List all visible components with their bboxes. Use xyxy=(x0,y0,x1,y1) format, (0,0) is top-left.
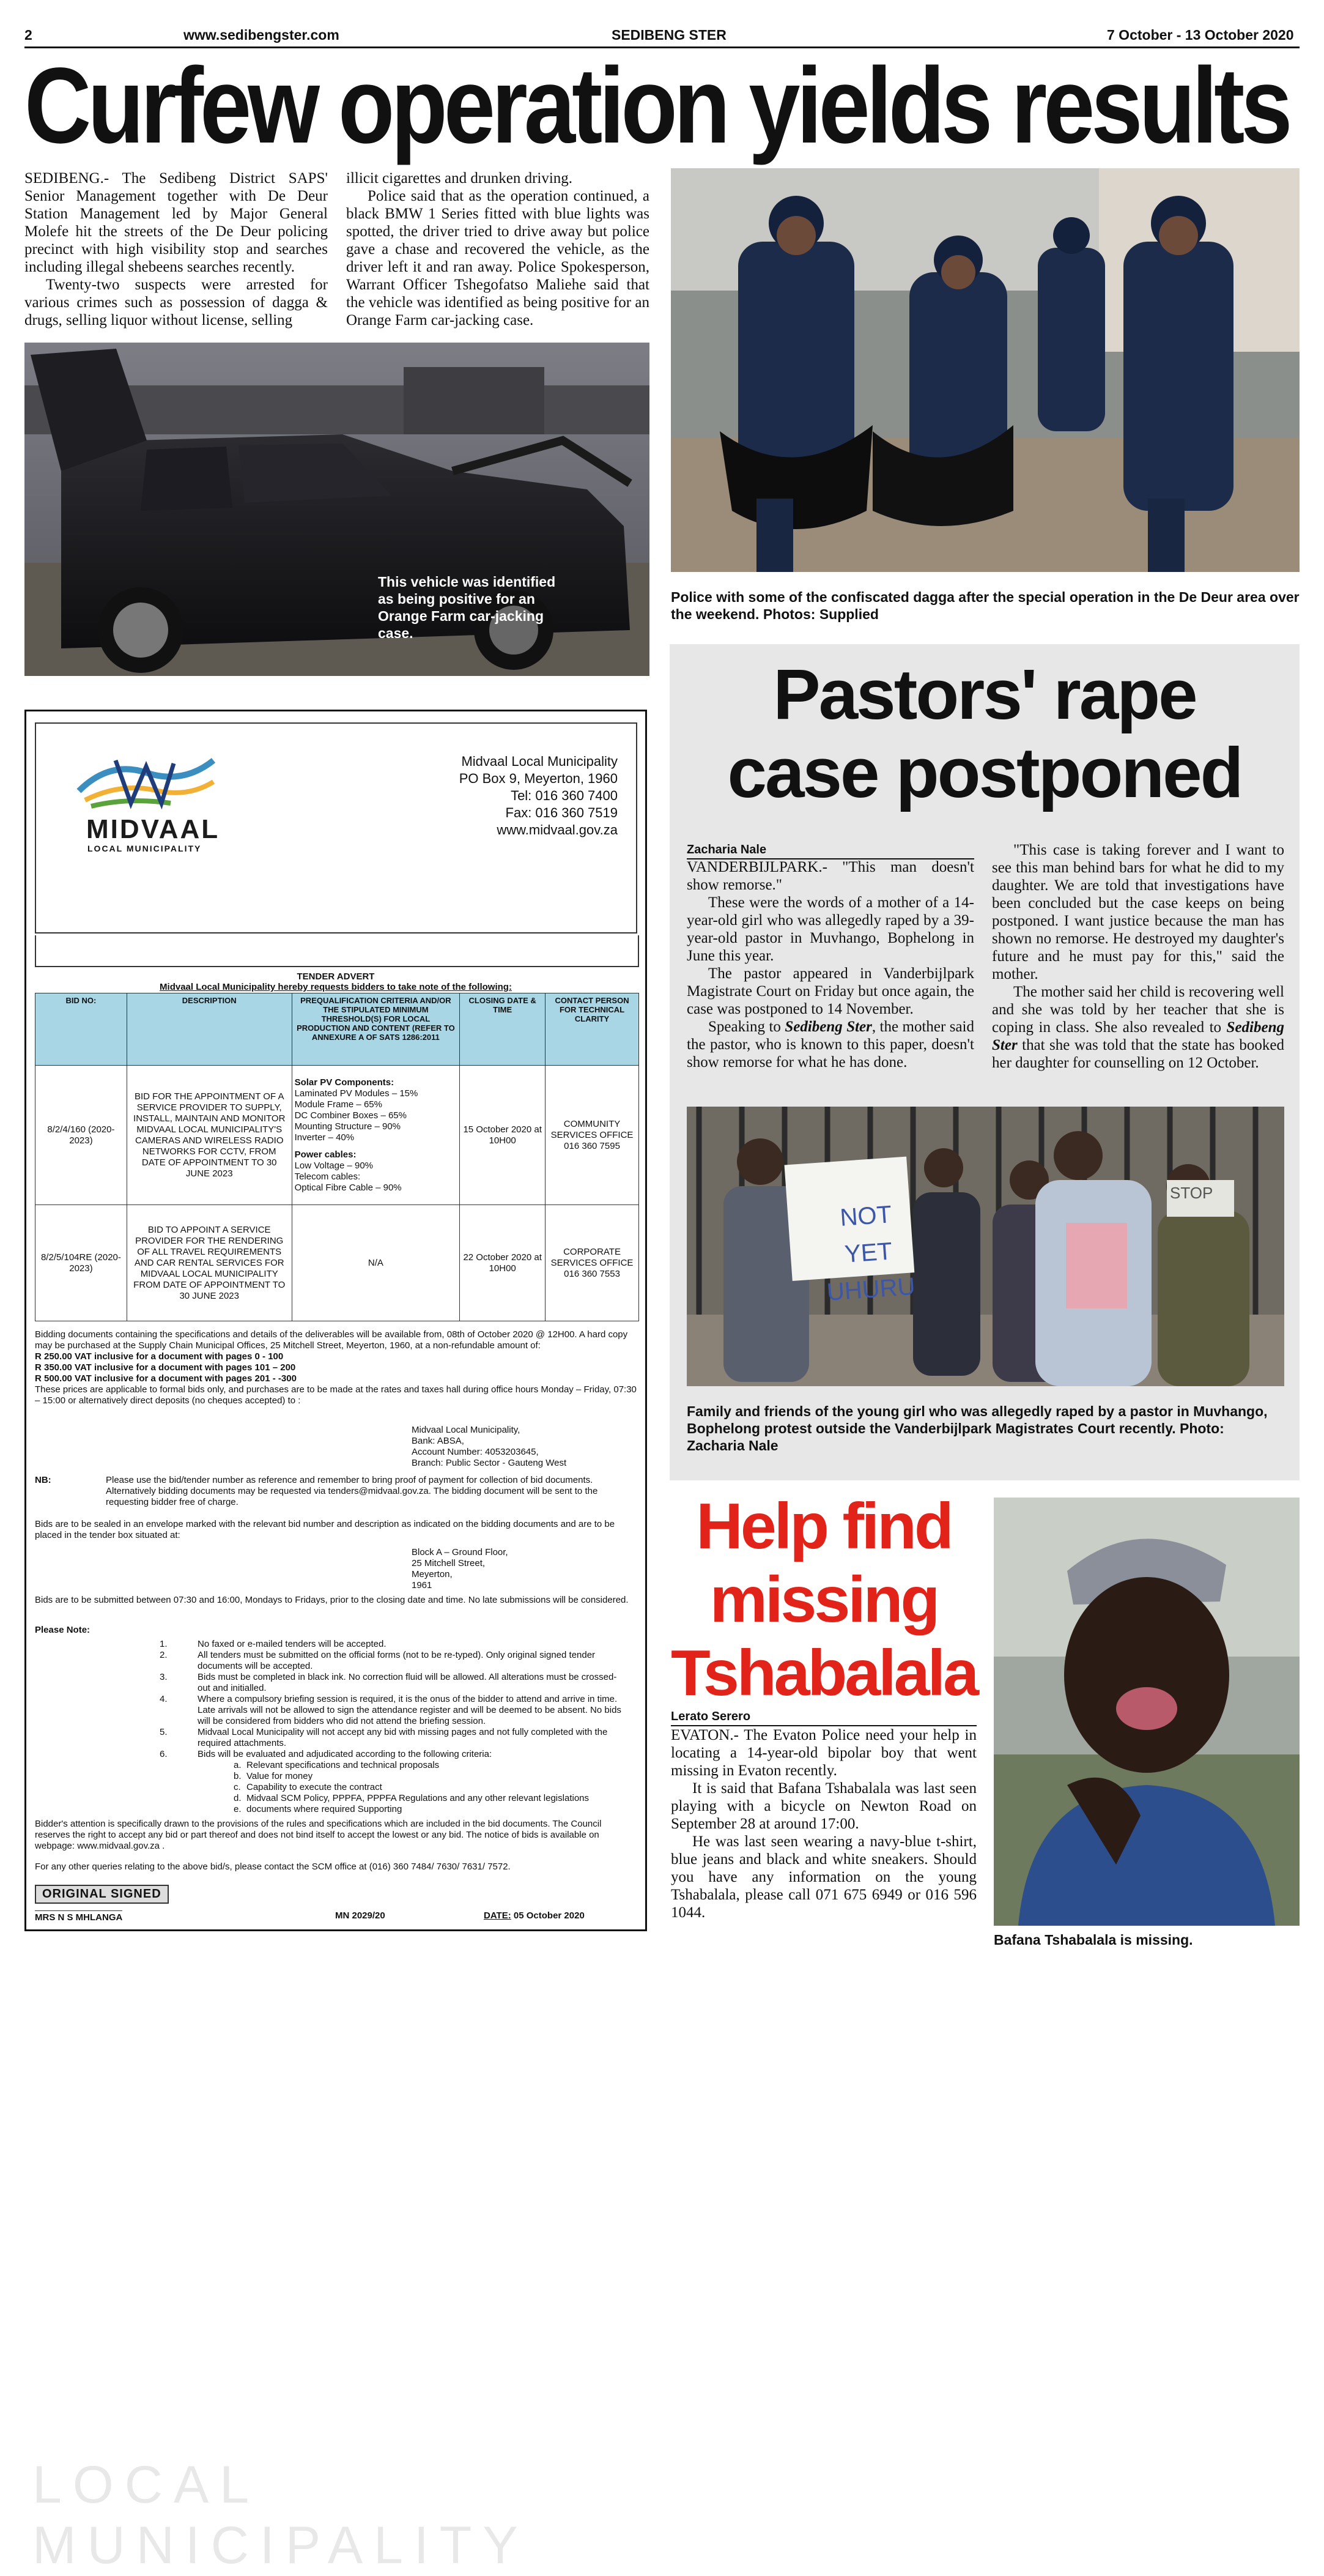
sealed-bids-text: Bids are to be sealed in an envelope marked with the relevant bid number and description as indicated on the bidding documents and are to be placed in the tender box situated at: xyxy=(35,1519,615,1540)
text-run: that she was told that the state has booked her daughter for counselling on 12 October. xyxy=(992,1037,1284,1071)
bank-line: Branch: Public Sector - Gauteng West xyxy=(412,1458,567,1468)
bid-number: 8/2/5/104RE (2020-2023) xyxy=(35,1205,127,1321)
original-signed-stamp: ORIGINAL SIGNED xyxy=(35,1885,169,1904)
note-number: 2. xyxy=(160,1650,168,1660)
solar-heading: Solar PV Components: xyxy=(294,1077,394,1088)
docs-text: Bidding documents containing the specifications and details of the deliverables will be available from, 08th of October 2020 @ 12H00. A hard copy may be purchased at the Supply Chain Municipal Offices, 25 Mitchell Street, Meyerton, 1960, at a non-refundable amount of: xyxy=(35,1329,628,1351)
paragraph: Police said that as the operation continued, a black BMW 1 Series fitted with blue lights was spotted, the driver tried to drive away but police gave a chase and recovered the vehicle, as the driver left it and ran away. Police Spokesperson, Warrant Officer Tshegofatso Maliehe said that the vehicle was identified as being positive for an Orange Farm car-jacking case. xyxy=(346,188,649,328)
contact-person: CORPORATE SERVICES OFFICE 016 360 7553 xyxy=(546,1205,639,1321)
headline-line: case postponed xyxy=(727,733,1242,812)
police-photo xyxy=(671,168,1300,572)
list-item xyxy=(35,1694,637,1727)
list-item: Module Frame – 65% xyxy=(294,1099,382,1110)
criterion-letter: e. xyxy=(234,1804,242,1814)
headline-line: Help find xyxy=(696,1490,952,1562)
queries-text: For any other queries relating to the above bid/s, please contact the SCM office at (016) 360 7484/ 7630/ 7631/ 7572. xyxy=(35,1861,511,1872)
list-item xyxy=(35,1672,637,1694)
lead-headline: Curfew operation yields results xyxy=(24,46,1289,166)
missing-story-text xyxy=(671,1726,977,1921)
municipality-header-box xyxy=(35,722,637,934)
please-note-label: Please Note: xyxy=(35,1625,91,1635)
paper-name: SEDIBENG STER xyxy=(612,27,727,43)
table-header-row xyxy=(35,993,639,1066)
bank-details xyxy=(412,1425,566,1469)
pastors-headline xyxy=(670,655,1300,812)
advert-date xyxy=(484,1910,585,1921)
header-closing: CLOSING DATE & TIME xyxy=(460,993,546,1066)
address-line: 25 Mitchell Street, xyxy=(412,1558,486,1568)
paper-name-emphasis: Sedibeng Ster xyxy=(992,1019,1284,1053)
lead-story-column-2 xyxy=(346,169,649,329)
criterion-text: Value for money xyxy=(246,1771,313,1781)
note-text: Bids must be completed in black ink. No correction fluid will be allowed. All alterations must be crossed-out and initialled. xyxy=(198,1672,617,1693)
notes-list xyxy=(35,1639,637,1815)
note-text: Bids will be evaluated and adjudicated according to the following criteria: xyxy=(198,1749,492,1759)
nb-notes xyxy=(106,1475,637,1508)
headline-line: Tshabalala xyxy=(671,1637,977,1709)
tender-box-address xyxy=(412,1547,508,1591)
lead-story-column-1 xyxy=(24,169,328,329)
pastors-story-box xyxy=(670,644,1300,1480)
closing-date: 15 October 2020 at 10H00 xyxy=(460,1066,546,1205)
protest-photo xyxy=(687,1107,1284,1386)
signatory: MRS N S MHLANGA xyxy=(35,1910,122,1923)
watermark-sub: LOCAL MUNICIPALITY xyxy=(32,2455,529,2575)
list-item xyxy=(35,1727,637,1749)
criterion-letter: a. xyxy=(234,1760,242,1770)
criterion-letter: c. xyxy=(234,1782,241,1792)
attention-text: Bidder's attention is specifically drawn to the provisions of the rules and specifications which are included in the bid documents. The Council reserves the right to accept any bid or part thereof and does not bind itself to accept the lowest or any bid. The notice of bids is available on webpage: www.midvaal.gov.za . xyxy=(35,1819,602,1851)
list-item: Low Voltage – 90% xyxy=(294,1160,373,1171)
table-row xyxy=(35,1205,639,1321)
list-item xyxy=(35,1749,637,1760)
midvaal-logo-icon xyxy=(73,748,220,815)
text-run: Speaking to xyxy=(708,1019,785,1035)
list-item xyxy=(35,1782,637,1793)
paragraph: The pastor appeared in Vanderbijlpark Magistrate Court on Friday but once again, the case was postponed to 14 November. xyxy=(687,965,974,1017)
bid-description: BID FOR THE APPOINTMENT OF A SERVICE PROVIDER TO SUPPLY, INSTALL, MAINTAIN AND MONITOR MIDVAAL LOCAL MUNICIPALITY'S CAMERAS AND WIRELESS RADIO NETWORKS FOR CCTV, FROM DATE OF APPOINTMENT TO 30 JUNE 2023 xyxy=(127,1066,292,1205)
list-item xyxy=(35,1760,637,1771)
note-text: No faxed or e-mailed tenders will be accepted. xyxy=(198,1639,386,1649)
header-contact: CONTACT PERSON FOR TECHNICAL CLARITY xyxy=(546,993,639,1066)
criterion-letter: d. xyxy=(234,1793,242,1803)
page-number: 2 xyxy=(24,27,32,43)
header-bid-no: BID NO: xyxy=(35,993,127,1066)
list-item xyxy=(35,1650,637,1672)
paragraph: SEDIBENG.- The Sedibeng District SAPS' Senior Management together with De Deur Station Management led by Major General Molefe hit the streets of the De Deur policing precinct with high visibility stop and searches including illegal shebeens searches recently. xyxy=(24,170,328,275)
paragraph: It is said that Bafana Tshabalala was last seen playing with a bicycle on Newton Road on September 28 at around 17:00. xyxy=(671,1780,977,1832)
list-item: DC Combiner Boxes – 65% xyxy=(294,1110,407,1121)
criterion-text: Capability to execute the contract xyxy=(246,1782,382,1792)
paragraph: "This case is taking forever and I want to see this man behind bars for what he did to my daughter. We are told that investigations have been concluded but the case keeps on being postponed. I want justice because the man has shown no remorse. He destroyed my daughter's future and he must pay for this," said the mother. xyxy=(992,842,1284,982)
municipality-address xyxy=(459,753,618,839)
issue-date: 7 October - 13 October 2020 xyxy=(1107,27,1294,43)
address-line: Block A – Ground Floor, xyxy=(412,1547,508,1557)
criterion-text: documents where required Supporting xyxy=(246,1804,402,1814)
list-item: Mounting Structure – 90% xyxy=(294,1121,401,1132)
header-prequalification: PREQUALIFICATION CRITERIA AND/OR THE STIPULATED MINIMUM THRESHOLD(S) FOR LOCAL PRODUCTION AND CONTENT (REFER TO ANNEXURE A OF SATS 1286:2011 xyxy=(292,993,460,1066)
note-number: 6. xyxy=(160,1749,168,1759)
address-line: Meyerton, xyxy=(412,1569,453,1579)
fax: Fax: 016 360 7519 xyxy=(505,805,618,820)
missing-headline xyxy=(671,1490,977,1710)
closing-date: 22 October 2020 at 10H00 xyxy=(460,1205,546,1321)
list-item: Optical Fibre Cable – 90% xyxy=(294,1182,402,1193)
price-line: R 250.00 VAT inclusive for a document with pages 0 - 100 xyxy=(35,1351,284,1362)
note-number: 3. xyxy=(160,1672,168,1682)
nb-label: NB: xyxy=(35,1475,51,1485)
tender-advert xyxy=(24,710,647,2575)
website-url: www.sedibengster.com xyxy=(183,27,339,43)
criterion-letter: b. xyxy=(234,1771,242,1781)
bank-line: Account Number: 4053203645, xyxy=(412,1447,539,1457)
list-item: Telecom cables: xyxy=(294,1171,361,1182)
prequalification-cell: N/A xyxy=(292,1205,460,1321)
contact-person: COMMUNITY SERVICES OFFICE 016 360 7595 xyxy=(546,1066,639,1205)
protest-photo-caption: Family and friends of the young girl who was allegedly raped by a pastor in Muvhango, Bophelong protest outside the Vanderbijlpark Magistrates Court recently. Photo: Zacharia Nale xyxy=(687,1403,1268,1453)
documents-availability xyxy=(35,1329,637,1406)
submission-times: Bids are to be submitted between 07:30 and 16:00, Mondays to Fridays, prior to the closing date and time. No late submissions will be considered. xyxy=(35,1595,629,1605)
logo-wordmark: MIDVAAL xyxy=(86,814,220,844)
pastors-column-2 xyxy=(992,841,1284,1072)
criterion-text: Midvaal SCM Policy, PPPFA, PPPFA Regulations and any other relevant legislations xyxy=(246,1793,590,1803)
prices-note: These prices are applicable to formal bids only, and purchases are to be made at the rates and taxes hall during office hours Monday – Friday, 07:30 – 15:00 or alternatively direct deposits (no cheques accepted) to : xyxy=(35,1384,637,1406)
sign-text: UHURU xyxy=(826,1272,916,1306)
bank-line: Bank: ABSA, xyxy=(412,1436,464,1446)
note-text: All tenders must be submitted on the official forms (not to be re-typed). Only original signed tender documents will be accepted. xyxy=(198,1650,596,1671)
sign-text: NOT YET xyxy=(839,1201,893,1268)
date-value: 05 October 2020 xyxy=(513,1910,585,1921)
mn-number: MN 2029/20 xyxy=(335,1910,385,1921)
headline-line: missing xyxy=(709,1564,938,1636)
paragraph: EVATON.- The Evaton Police need your help in locating a 14-year-old bipolar boy that went missing in Evaton recently. xyxy=(671,1727,977,1779)
address-line: 1961 xyxy=(412,1580,432,1591)
list-item: Inverter – 40% xyxy=(294,1132,355,1143)
paragraph: VANDERBIJLPARK.- "This man doesn't show remorse." xyxy=(687,859,974,893)
list-item xyxy=(35,1793,637,1804)
logo-subtitle: LOCAL MUNICIPALITY xyxy=(87,844,202,853)
price-line: R 500.00 VAT inclusive for a document with pages 201 - -300 xyxy=(35,1373,297,1384)
paragraph: Twenty-two suspects were arrested for various crimes such as possession of dagga & drugs, selling liquor without license, selling xyxy=(24,277,328,328)
list-item xyxy=(35,1771,637,1782)
note-number: 5. xyxy=(160,1727,168,1737)
tender-table xyxy=(35,993,639,1321)
note-number: 4. xyxy=(160,1694,168,1704)
missing-photo-caption: Bafana Tshabalala is missing. xyxy=(994,1932,1193,1948)
paragraph xyxy=(992,983,1284,1072)
criterion-text: Relevant specifications and technical proposals xyxy=(246,1760,440,1770)
header-description: DESCRIPTION xyxy=(127,993,292,1066)
bank-line: Midvaal Local Municipality, xyxy=(412,1425,520,1435)
nb-line: Alternatively bidding documents may be requested via tenders@midvaal.gov.za. The bidding document will be sent to the requesting bidder free of charge. xyxy=(106,1486,598,1507)
car-photo-caption: This vehicle was identified as being positive for an Orange Farm car-jacking case. xyxy=(378,574,556,641)
note-number: 1. xyxy=(160,1639,168,1649)
date-label: DATE: xyxy=(484,1910,511,1921)
paragraph: These were the words of a mother of a 14-year-old girl who was allegedly raped by a 39-year-old pastor in Muvhango, Bophelong in June this year. xyxy=(687,894,974,964)
protest-sign-2: STOP xyxy=(1170,1184,1213,1202)
list-item xyxy=(35,1804,637,1815)
paper-name-emphasis: Sedibeng Ster xyxy=(785,1019,872,1035)
note-text: Midvaal Local Municipality will not accept any bid with missing pages and not fully completed with the required attachments. xyxy=(198,1727,608,1748)
website: www.midvaal.gov.za xyxy=(497,822,618,837)
table-row xyxy=(35,1066,639,1205)
text-run: The mother said her child is recovering well and she was told by her teacher that she is coping in class. She also revealed to xyxy=(992,984,1284,1036)
municipality-name: Midvaal Local Municipality xyxy=(461,754,618,769)
price-line: R 350.00 VAT inclusive for a document with pages 101 – 200 xyxy=(35,1362,296,1373)
postal-address: PO Box 9, Meyerton, 1960 xyxy=(459,771,618,786)
list-item: Laminated PV Modules – 15% xyxy=(294,1088,418,1099)
pastors-byline: Zacharia Nale xyxy=(687,843,974,859)
text-run: , the mother said the pastor, who is known to this paper, doesn't show remorse for what he has done. xyxy=(687,1019,974,1071)
tender-title: TENDER ADVERT xyxy=(297,971,375,982)
bid-number: 8/2/4/160 (2020-2023) xyxy=(35,1066,127,1205)
paragraph xyxy=(687,1018,974,1071)
missing-byline: Lerato Serero xyxy=(671,1710,977,1726)
header-spacer-box xyxy=(35,935,639,967)
paragraph: illicit cigarettes and drunken driving. xyxy=(346,170,573,187)
headline-line: Pastors' rape xyxy=(773,655,1196,734)
pastors-column-1 xyxy=(687,858,974,1071)
note-text: Where a compulsory briefing session is required, it is the onus of the bidder to attend and arrive in time. Late arrivals will not be allowed to sign the attendance register and will be deemed to be absent. No bids will be considered from bidders who did not attend the briefing session. xyxy=(198,1694,621,1726)
list-item xyxy=(35,1639,637,1650)
power-heading: Power cables: xyxy=(294,1149,357,1160)
paragraph: He was last seen wearing a navy-blue t-shirt, blue jeans and black and white sneakers. Should you have any information on the young Tshabalala, please call 071 675 6949 or 016 596 1044. xyxy=(671,1833,977,1921)
prequalification-cell xyxy=(292,1066,460,1205)
nb-line: Please use the bid/tender number as reference and remember to bring proof of payment for collection of bid documents. xyxy=(106,1475,593,1485)
police-photo-caption: Police with some of the confiscated dagga after the special operation in the De Deur area over the weekend. Photos: Supplied xyxy=(671,589,1300,622)
missing-boy-photo xyxy=(994,1498,1300,1926)
tender-subtitle: Midvaal Local Municipality hereby requests bidders to take note of the following: xyxy=(160,982,512,992)
telephone: Tel: 016 360 7400 xyxy=(511,788,618,803)
protest-sign xyxy=(813,1194,924,1311)
bid-description: BID TO APPOINT A SERVICE PROVIDER FOR THE RENDERING OF ALL TRAVEL REQUIREMENTS AND CAR RENTAL SERVICES FOR MIDVAAL LOCAL MUNICIPALITY FROM DATE OF APPOINTMENT TO 30 JUNE 2023 xyxy=(127,1205,292,1321)
